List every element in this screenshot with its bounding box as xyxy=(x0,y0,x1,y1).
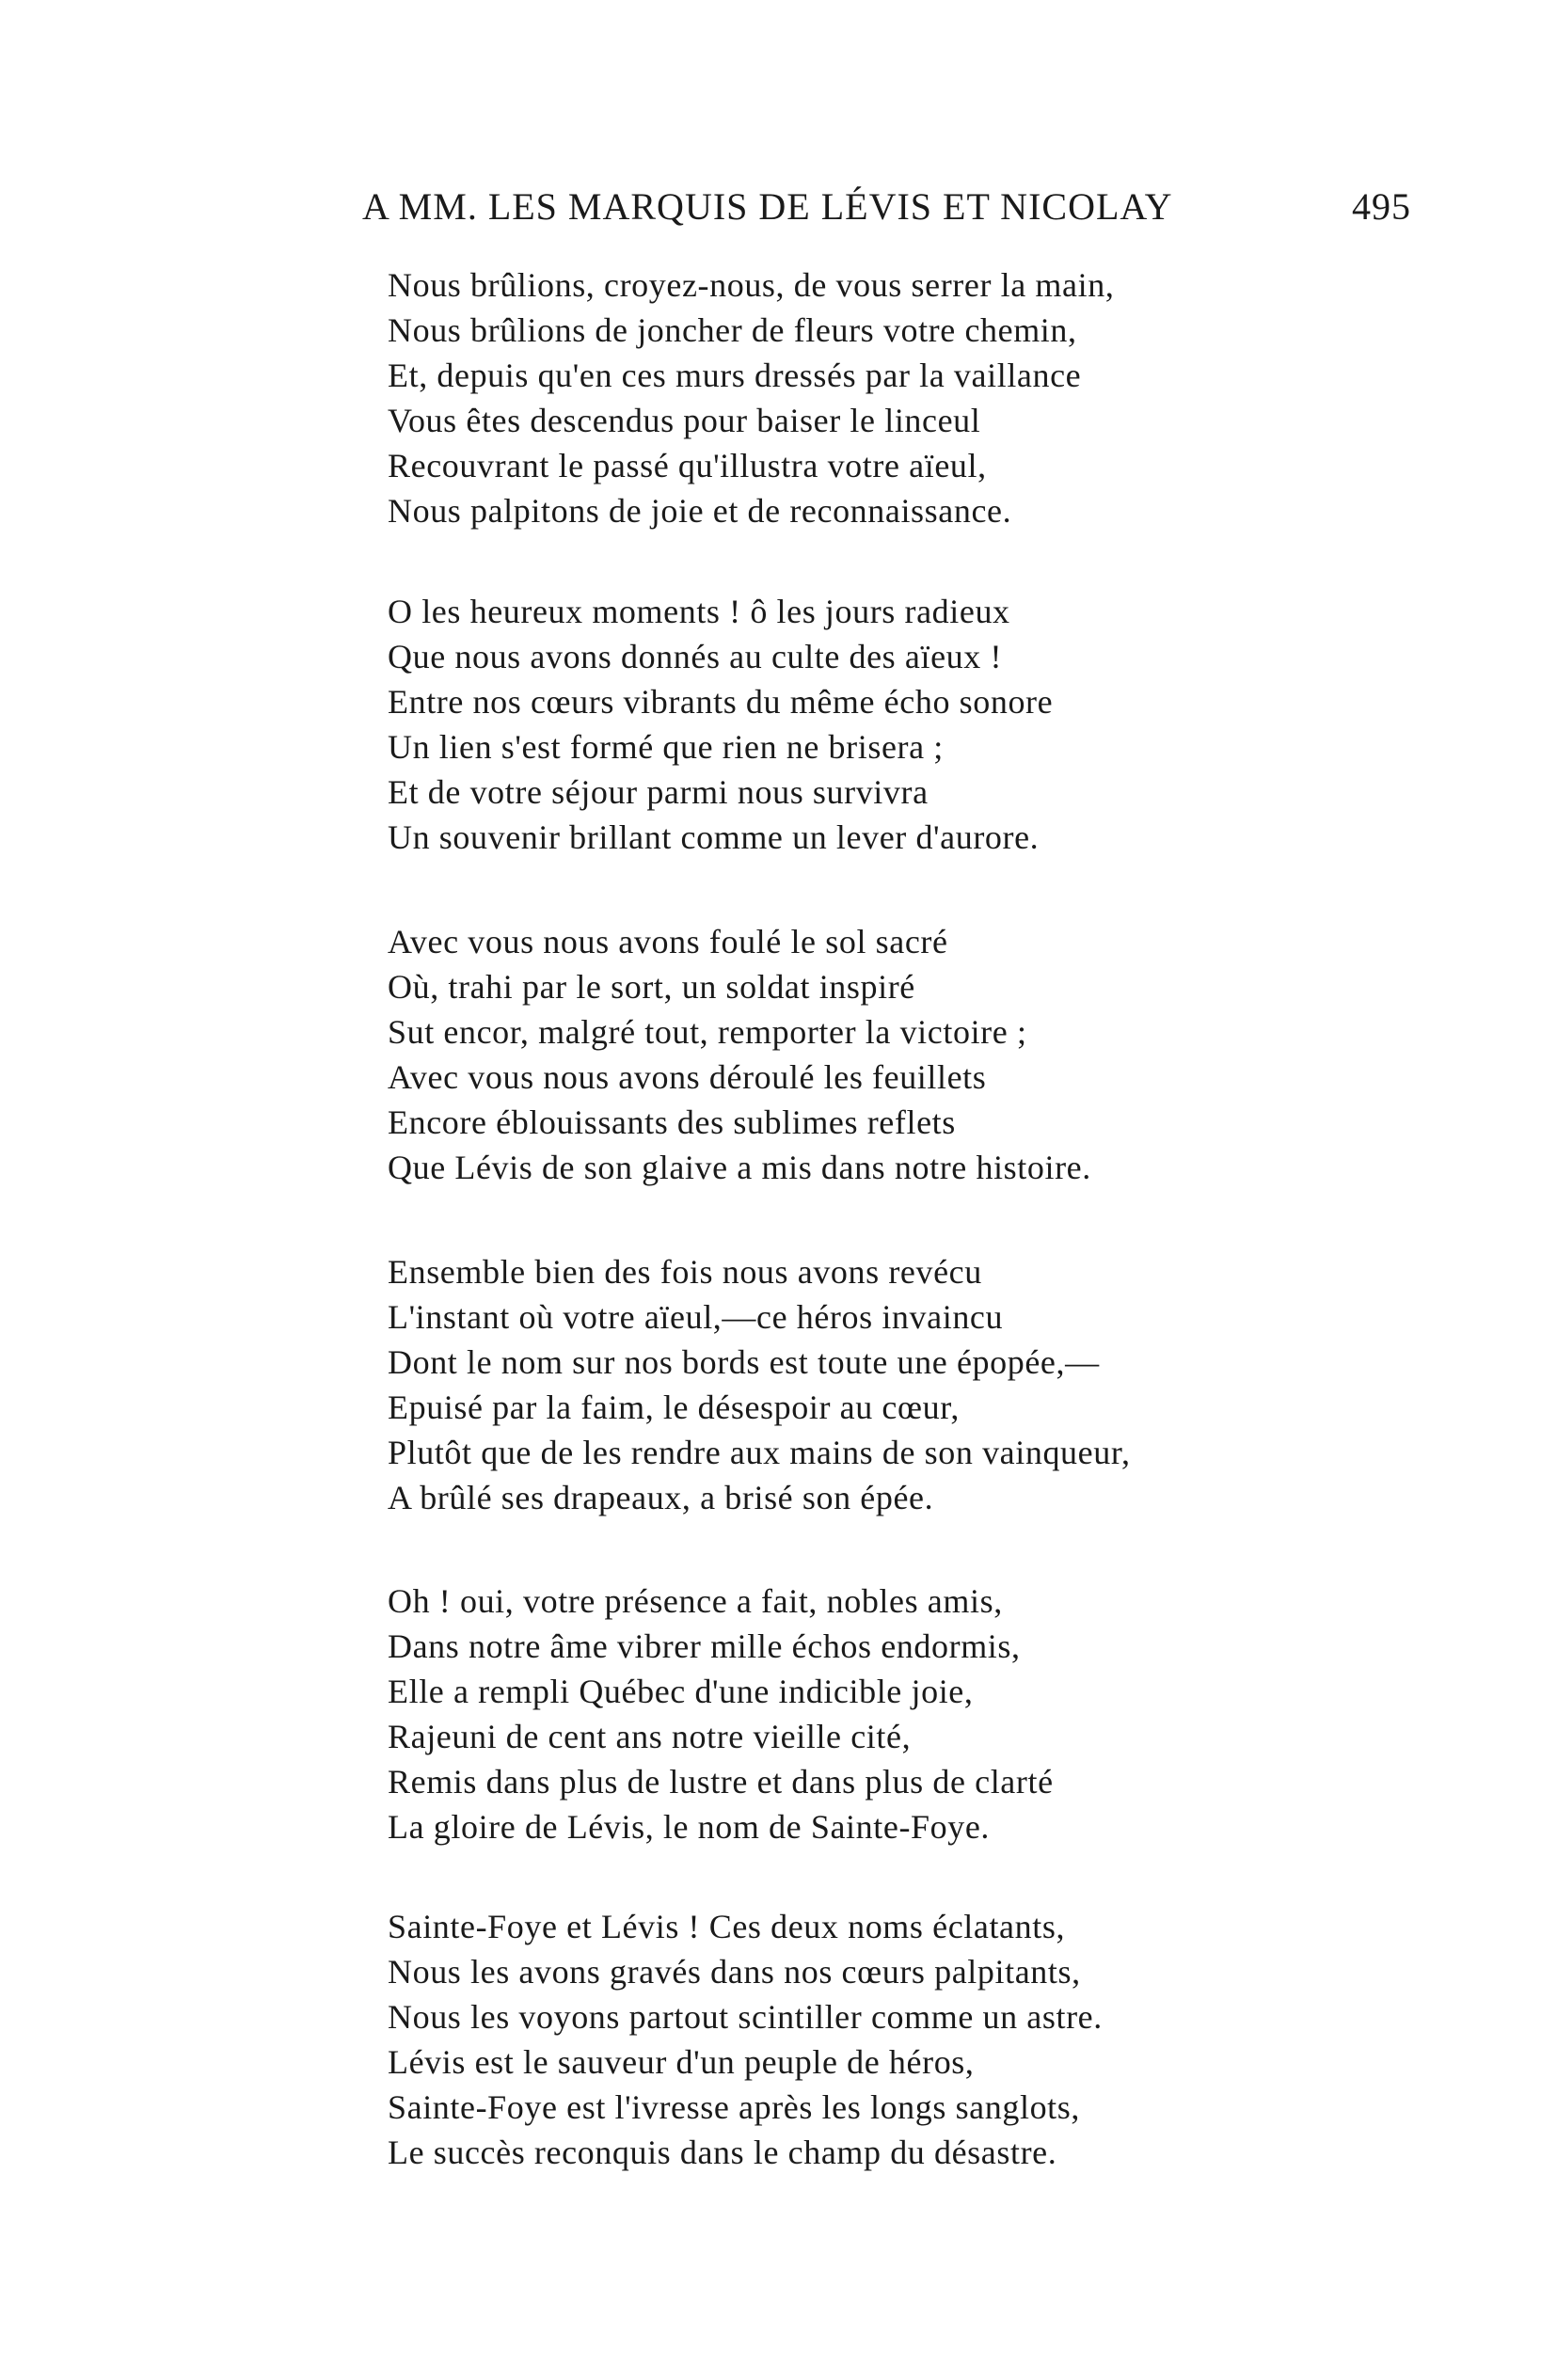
verse-line: La gloire de Lévis, le nom de Sainte-Foye. xyxy=(388,1808,991,1846)
verse-line: Le succès reconquis dans le champ du désastre. xyxy=(388,2134,1057,2171)
stanza-2 xyxy=(388,589,1470,860)
verse-line: Dont le nom sur nos bords est toute une épopée,— xyxy=(388,1343,1100,1381)
verse-line: Plutôt que de les rendre aux mains de son vainqueur, xyxy=(388,1434,1131,1471)
stanza-6 xyxy=(388,1904,1470,2175)
verse-line: Et de votre séjour parmi nous survivra xyxy=(388,773,929,811)
verse-line: Encore éblouissants des sublimes reflets xyxy=(388,1103,956,1141)
verse-line: Remis dans plus de lustre et dans plus de clarté xyxy=(388,1763,1054,1801)
verse-line: Sainte-Foye et Lévis ! Ces deux noms éclatants, xyxy=(388,1908,1066,1945)
verse-line: Lévis est le sauveur d'un peuple de héros, xyxy=(388,2043,975,2081)
verse-line: Un lien s'est formé que rien ne brisera ; xyxy=(388,728,944,766)
verse-line: Que Lévis de son glaive a mis dans notre histoire. xyxy=(388,1149,1091,1186)
verse-line: L'instant où votre aïeul,—ce héros invaincu xyxy=(388,1298,1004,1336)
verse-line: Avec vous nous avons foulé le sol sacré xyxy=(388,923,948,960)
stanza-3 xyxy=(388,919,1470,1190)
verse-line: Et, depuis qu'en ces murs dressés par la vaillance xyxy=(388,357,1082,394)
verse-line: Dans notre âme vibrer mille échos endormis, xyxy=(388,1627,1021,1665)
verse-line: Oh ! oui, votre présence a fait, nobles amis, xyxy=(388,1582,1003,1620)
verse-line: Nous brûlions de joncher de fleurs votre chemin, xyxy=(388,311,1077,349)
verse-line: Nous les avons gravés dans nos cœurs palpitants, xyxy=(388,1953,1081,1991)
running-title: A MM. LES MARQUIS DE LÉVIS ET NICOLAY xyxy=(362,185,1173,228)
stanza-4 xyxy=(388,1249,1470,1520)
verse-line: Où, trahi par le sort, un soldat inspiré xyxy=(388,968,915,1006)
verse-line: Epuisé par la faim, le désespoir au cœur, xyxy=(388,1388,960,1426)
running-head xyxy=(362,184,1411,241)
verse-line: Sut encor, malgré tout, remporter la victoire ; xyxy=(388,1013,1027,1051)
verse-line: Nous palpitons de joie et de reconnaissance. xyxy=(388,492,1012,530)
verse-line: Nous brûlions, croyez-nous, de vous serrer la main, xyxy=(388,266,1115,304)
stanza-5 xyxy=(388,1579,1470,1849)
verse-line: Vous êtes descendus pour baiser le linceul xyxy=(388,402,981,439)
verse-line: Avec vous nous avons déroulé les feuillets xyxy=(388,1058,987,1096)
verse-line: Rajeuni de cent ans notre vieille cité, xyxy=(388,1718,912,1755)
verse-line: Ensemble bien des fois nous avons revécu xyxy=(388,1253,982,1291)
verse-line: O les heureux moments ! ô les jours radieux xyxy=(388,593,1010,630)
verse-line: Sainte-Foye est l'ivresse après les longs sanglots, xyxy=(388,2088,1080,2126)
page-number: 495 xyxy=(1352,185,1411,228)
verse-line: Que nous avons donnés au culte des aïeux ! xyxy=(388,638,1003,675)
verse-line: A brûlé ses drapeaux, a brisé son épée. xyxy=(388,1479,934,1516)
verse-line: Recouvrant le passé qu'illustra votre aïeul, xyxy=(388,447,987,484)
stanza-1 xyxy=(388,262,1470,533)
verse-line: Entre nos cœurs vibrants du même écho sonore xyxy=(388,683,1054,721)
verse-line: Un souvenir brillant comme un lever d'aurore. xyxy=(388,818,1040,856)
verse-line: Nous les voyons partout scintiller comme un astre. xyxy=(388,1998,1103,2036)
verse-line: Elle a rempli Québec d'une indicible joie, xyxy=(388,1673,974,1710)
